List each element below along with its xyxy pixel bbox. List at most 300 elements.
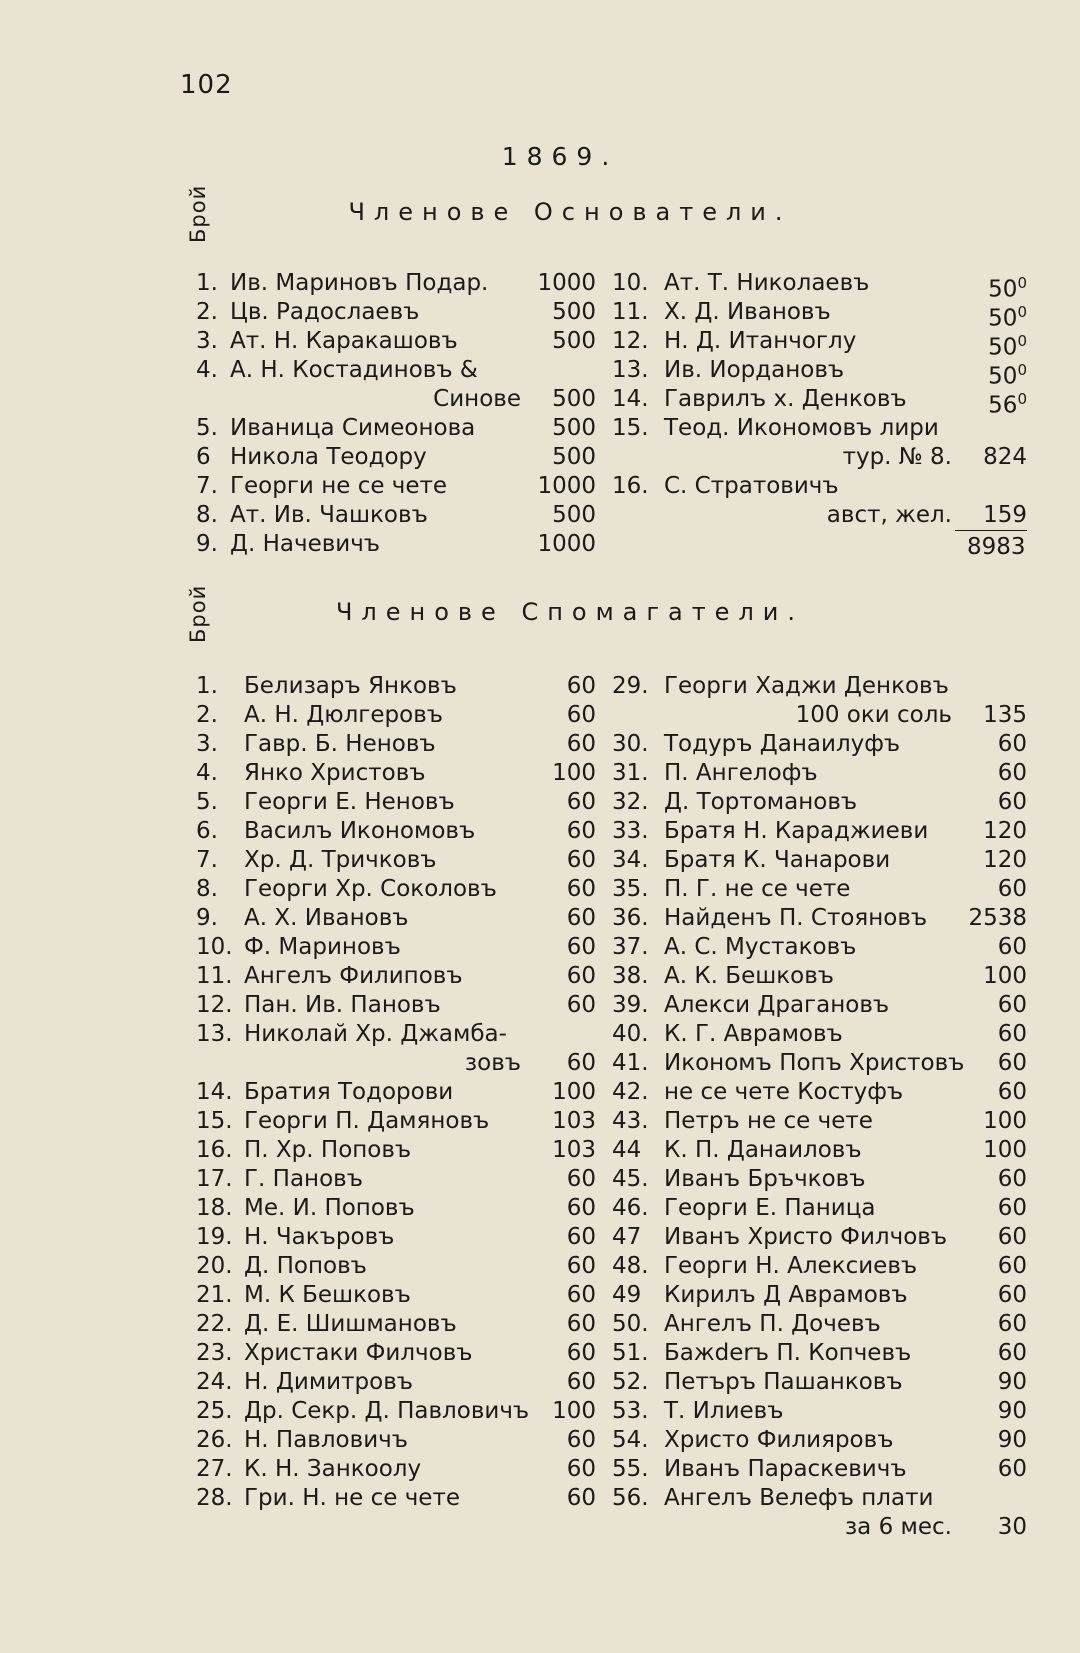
entry-amount-text: 50 [988,305,1018,332]
entry-amount-text: 100 [552,1398,596,1424]
entry-number: 48. [612,1253,649,1279]
supporters-heading: Членове Спомагатели. [335,598,805,626]
list-item [612,1020,1027,1049]
list-item [196,298,596,327]
entry-number: 4. [196,760,218,786]
entry-name: Пан. Ив. Пановъ [244,992,441,1018]
entry-name: Петръ не се чете [664,1108,873,1134]
list-item [612,269,1027,303]
entry-number: 15. [612,415,649,441]
entry-amount-text: 90 [997,1398,1027,1424]
entry-name: А. С. Мустаковъ [664,934,857,960]
entry-amount-sup: 0 [1017,303,1027,321]
entry-number: 42. [612,1079,649,1105]
entry-number: 16. [612,473,649,499]
entry-amount [998,1223,1027,1252]
entry-amount [567,1368,596,1397]
entry-amount-text: 60 [566,1282,596,1308]
entry-name: Георги Хр. Соколовъ [244,876,497,902]
entry-amount [998,933,1027,962]
column-label-founders: Брой [186,184,210,243]
entry-number: 40. [612,1021,649,1047]
entry-name: Георги Н. Алексиевъ [664,1253,918,1279]
entry-amount-text: 135 [983,702,1027,728]
entry-name: Братия Тодорови [244,1079,454,1105]
entry-number: 18. [196,1195,233,1221]
list-item [196,356,596,385]
entry-name: Ив. Мариновъ Подар. [230,270,489,296]
entry-name: К. Н. Занкоолу [244,1456,422,1482]
entry-amount [998,1513,1027,1542]
entry-number: 24. [196,1369,233,1395]
entry-name: К. Г. Аврамовъ [664,1021,843,1047]
entry-number: 47 [612,1224,642,1250]
entry-amount [567,933,596,962]
list-item [612,1281,1027,1310]
entry-amount [537,472,596,501]
entry-name: Икономъ Попъ Христовъ [664,1050,965,1076]
list-item [196,904,596,933]
entry-amount-text: 60 [566,702,596,728]
entry-name: Синове [433,386,521,412]
list-item [612,1136,1027,1165]
entry-amount-text: 500 [552,328,596,354]
total-rule [955,530,1027,531]
entry-amount-text: 100 [983,1137,1027,1163]
entry-amount [567,962,596,991]
entry-number: 10. [612,270,649,296]
entry-amount [998,1397,1027,1426]
list-item [196,1484,596,1513]
list-item [196,933,596,962]
entry-name: Алекси Драгановъ [664,992,890,1018]
list-item [196,269,596,298]
list-item [612,1194,1027,1223]
entry-name: Иванъ Параскевичъ [664,1456,907,1482]
list-item [196,1426,596,1455]
list-item [196,1252,596,1281]
entry-amount-text: 120 [983,847,1027,873]
entry-name: Никола Теодору [230,444,427,470]
entry-number: 9. [196,531,218,557]
entry-number: 2. [196,702,218,728]
entry-number: 38. [612,963,649,989]
list-item [196,730,596,759]
entry-amount [968,904,1027,933]
entry-name: авст, жел. [826,502,952,528]
list-item [196,1223,596,1252]
entry-amount-sup: 0 [1017,332,1027,350]
entry-name: Д. Начевичъ [230,531,381,557]
entry-number: 16. [196,1137,233,1163]
entry-number: 28. [196,1485,233,1511]
entry-amount [567,701,596,730]
entry-amount-text: 56 [988,392,1018,419]
list-item [196,672,596,701]
list-item [612,1484,1027,1513]
entry-number: 37. [612,934,649,960]
entry-amount [983,846,1027,875]
entry-amount [552,385,596,414]
entry-name: Х. Д. Ивановъ [664,299,831,325]
list-item [196,1397,596,1426]
list-item [196,327,596,356]
entry-amount-text: 60 [997,1456,1027,1482]
entry-name: П. Г. не се чете [664,876,851,902]
entry-amount-text: 60 [566,1369,596,1395]
column-label-supporters: Брой [186,584,210,643]
entry-amount [983,1107,1027,1136]
entry-name: А. Х. Ивановъ [244,905,409,931]
list-item [612,788,1027,817]
entry-amount [567,1281,596,1310]
entry-number: 51. [612,1340,649,1366]
entry-amount-text: 60 [566,847,596,873]
entry-amount-text: 60 [997,992,1027,1018]
entry-name: Братя Н. Караджиеви [664,818,929,844]
entry-amount-text: 100 [552,1079,596,1105]
entry-amount [567,672,596,701]
list-item [196,1455,596,1484]
list-item [612,1397,1027,1426]
entry-name: Николай Хр. Джамба- [244,1021,507,1047]
entry-amount [998,1310,1027,1339]
entry-number: 14. [196,1079,233,1105]
list-item [612,730,1027,759]
entry-amount [552,1078,596,1107]
entry-name: Георги Хаджи Денковъ [664,673,949,699]
entry-amount-text: 60 [566,1224,596,1250]
entry-amount-text: 30 [997,1514,1027,1540]
entry-amount [552,298,596,327]
entry-name: не се чете Костуфъ [664,1079,904,1105]
entry-number: 6 [196,444,211,470]
entry-amount-text: 60 [566,1195,596,1221]
entry-amount-text: 60 [566,905,596,931]
entry-amount-text: 103 [552,1137,596,1163]
entry-name: Гавр. Б. Неновъ [244,731,436,757]
entry-amount [552,414,596,443]
year-heading: 1869. [501,142,619,171]
list-item [196,414,596,443]
entry-amount-text: 500 [552,299,596,325]
list-item [196,443,596,472]
entry-amount-sup: 0 [1017,274,1027,292]
entry-amount-text: 60 [566,876,596,902]
entry-name: Бажderъ П. Копчевъ [664,1340,912,1366]
entry-name: Т. Илиевъ [664,1398,784,1424]
entry-amount [998,1020,1027,1049]
entry-amount [998,1368,1027,1397]
entry-amount [983,817,1027,846]
entry-amount [998,1165,1027,1194]
entry-number: 29. [612,673,649,699]
entry-amount-text: 500 [552,415,596,441]
entry-amount-text: 1000 [537,473,596,499]
entry-amount [552,443,596,472]
list-item [196,1020,596,1049]
list-item [612,962,1027,991]
entry-amount [567,1310,596,1339]
list-item [196,991,596,1020]
list-item [612,1252,1027,1281]
entry-name: Ангелъ Велефъ плати [664,1485,934,1511]
entry-amount-text: 60 [566,1311,596,1337]
list-item [196,1339,596,1368]
entry-number: 39. [612,992,649,1018]
entry-number: 46. [612,1195,649,1221]
entry-name: Иваница Симеонова [230,415,476,441]
entry-amount-text: 100 [552,760,596,786]
entry-amount-text: 60 [997,1340,1027,1366]
entry-amount-text: 60 [566,789,596,815]
entry-amount-text: 824 [983,444,1027,470]
entry-amount-text: 50 [988,363,1018,390]
entry-name: Ат. Ив. Чашковъ [230,502,428,528]
entry-number: 43. [612,1108,649,1134]
entry-amount-text: 500 [552,386,596,412]
list-item [196,1049,596,1078]
list-item [612,1078,1027,1107]
list-item [612,385,1027,419]
entry-name: Георги Е. Неновъ [244,789,455,815]
entry-name: Кирилъ Д Аврамовъ [664,1282,908,1308]
entry-amount-text: 103 [552,1108,596,1134]
entry-amount-text: 60 [566,963,596,989]
entry-amount-text: 60 [997,1224,1027,1250]
list-item [196,1078,596,1107]
entry-name: Н. Димитровъ [244,1369,414,1395]
entry-amount [567,904,596,933]
entry-amount [567,788,596,817]
entry-name: Найденъ П. Стояновъ [664,905,928,931]
list-item [196,530,596,559]
list-item [196,1368,596,1397]
supporters-right-column [612,672,1027,1542]
entry-amount [983,701,1027,730]
entry-amount-text: 90 [997,1369,1027,1395]
list-item [196,1136,596,1165]
entry-number: 54. [612,1427,649,1453]
entry-number: 34. [612,847,649,873]
entry-number: 33. [612,818,649,844]
list-item [196,1310,596,1339]
entry-number: 36. [612,905,649,931]
entry-amount-text: 60 [566,731,596,757]
list-item [612,356,1027,390]
entry-number: 41. [612,1050,649,1076]
entry-number: 13. [196,1021,233,1047]
list-item [612,414,1027,443]
entry-amount [983,443,1027,472]
entry-name: Василъ Икономовъ [244,818,476,844]
entry-amount [567,1049,596,1078]
entry-number: 6. [196,818,218,844]
entry-amount-sup: 0 [1017,361,1027,379]
list-item [612,1368,1027,1397]
entry-number: 8. [196,876,218,902]
entry-amount-text: 60 [997,876,1027,902]
entry-amount-text: 1000 [537,270,596,296]
entry-name: Хр. Д. Тричковъ [244,847,437,873]
list-item [612,1513,1027,1542]
entry-amount-text: 60 [566,1166,596,1192]
entry-number: 23. [196,1340,233,1366]
entry-number: 32. [612,789,649,815]
list-item [612,672,1027,701]
entry-amount [998,1455,1027,1484]
entry-amount-text: 60 [566,673,596,699]
entry-amount [998,1426,1027,1455]
entry-amount [567,1455,596,1484]
entry-number: 4. [196,357,218,383]
entry-amount [567,1426,596,1455]
list-item [196,962,596,991]
entry-amount-text: 60 [566,1485,596,1511]
entry-name: Ме. И. Поповъ [244,1195,415,1221]
list-item [612,1223,1027,1252]
entry-name: Д. Е. Шишмановъ [244,1311,457,1337]
entry-amount [567,1194,596,1223]
entry-name: Ат. Т. Николаевъ [664,270,870,296]
entry-amount [552,1107,596,1136]
entry-name: Н. Чакъровъ [244,1224,395,1250]
entry-number: 17. [196,1166,233,1192]
entry-amount [567,1165,596,1194]
list-item [612,443,1027,472]
list-item [612,817,1027,846]
list-item [612,1339,1027,1368]
entry-number: 1. [196,270,218,296]
entry-name: Тодуръ Данаилуфъ [664,731,901,757]
entry-number: 55. [612,1456,649,1482]
page-number: 102 [180,70,233,100]
entry-amount-text: 60 [997,1021,1027,1047]
entry-amount-text: 60 [566,992,596,1018]
list-item [196,701,596,730]
list-item [196,1194,596,1223]
supporters-left-column [196,672,596,1513]
entry-amount [998,1339,1027,1368]
entry-name: Георги Е. Паница [664,1195,876,1221]
list-item [196,501,596,530]
founders-heading: Членове Основатели. [348,198,792,226]
entry-amount-text: 60 [997,760,1027,786]
entry-amount-text: 60 [997,1253,1027,1279]
entry-amount-text: 60 [997,1079,1027,1105]
entry-amount-text: 2538 [968,905,1027,931]
entry-amount [552,501,596,530]
entry-amount-text: 60 [997,1166,1027,1192]
entry-number: 15. [196,1108,233,1134]
entry-name: П. Ангелофъ [664,760,818,786]
entry-number: 22. [196,1311,233,1337]
entry-name: Н. Д. Итанчоглу [664,328,857,354]
list-item [612,1310,1027,1339]
entry-number: 52. [612,1369,649,1395]
entry-name: тур. № 8. [842,444,952,470]
entry-amount [998,1049,1027,1078]
list-item [612,327,1027,361]
list-item [612,701,1027,730]
entry-amount-text: 500 [552,444,596,470]
entry-amount-text: 60 [566,1427,596,1453]
entry-number: 2. [196,299,218,325]
entry-amount-text: 60 [566,818,596,844]
entry-number: 5. [196,789,218,815]
entry-amount [983,501,1027,530]
entry-amount [567,875,596,904]
list-item [612,501,1027,530]
entry-amount [567,1223,596,1252]
entry-amount-text: 60 [997,789,1027,815]
entry-amount-text: 60 [566,934,596,960]
list-item [612,1455,1027,1484]
entry-name: Ат. Н. Каракашовъ [230,328,458,354]
entry-amount [567,991,596,1020]
entry-name: Цв. Радослаевъ [230,299,420,325]
entry-amount [567,1252,596,1281]
list-item [612,904,1027,933]
entry-amount-text: 90 [997,1427,1027,1453]
entry-number: 12. [612,328,649,354]
entry-number: 12. [196,992,233,1018]
entry-name: Н. Павловичъ [244,1427,408,1453]
list-item [196,875,596,904]
list-item [612,875,1027,904]
list-item [196,817,596,846]
entry-amount-text: 60 [566,1050,596,1076]
entry-number: 7. [196,473,218,499]
entry-amount-text: 60 [997,934,1027,960]
entry-name: А. Н. Костадиновъ & [230,357,478,383]
entry-name: Г. Пановъ [244,1166,363,1192]
founders-right-column [612,269,1027,530]
entry-name: Георги П. Дамяновъ [244,1108,490,1134]
list-item [612,1426,1027,1455]
list-item [196,472,596,501]
entry-amount [552,327,596,356]
entry-name: Иванъ Бръчковъ [664,1166,866,1192]
entry-name: Гаврилъ х. Денковъ [664,386,907,412]
entry-name: Христо Филияровъ [664,1427,894,1453]
list-item [612,991,1027,1020]
entry-amount-text: 500 [552,502,596,528]
entry-amount [998,788,1027,817]
entry-name: Д. Тортомановъ [664,789,858,815]
entry-name: Петъръ Пашанковъ [664,1369,903,1395]
entry-amount [998,1252,1027,1281]
list-item [612,298,1027,332]
entry-amount [998,1078,1027,1107]
entry-number: 25. [196,1398,233,1424]
entry-number: 7. [196,847,218,873]
entry-amount [567,1484,596,1513]
entry-amount [998,730,1027,759]
list-item [196,846,596,875]
entry-amount-text: 60 [997,1195,1027,1221]
entry-amount [983,1136,1027,1165]
entry-amount-text: 100 [983,963,1027,989]
list-item [612,933,1027,962]
entry-name: К. П. Данаиловъ [664,1137,862,1163]
entry-amount [998,1194,1027,1223]
entry-number: 27. [196,1456,233,1482]
entry-number: 44 [612,1137,642,1163]
entry-amount-text: 60 [997,1311,1027,1337]
entry-amount [552,1136,596,1165]
entry-amount [552,759,596,788]
